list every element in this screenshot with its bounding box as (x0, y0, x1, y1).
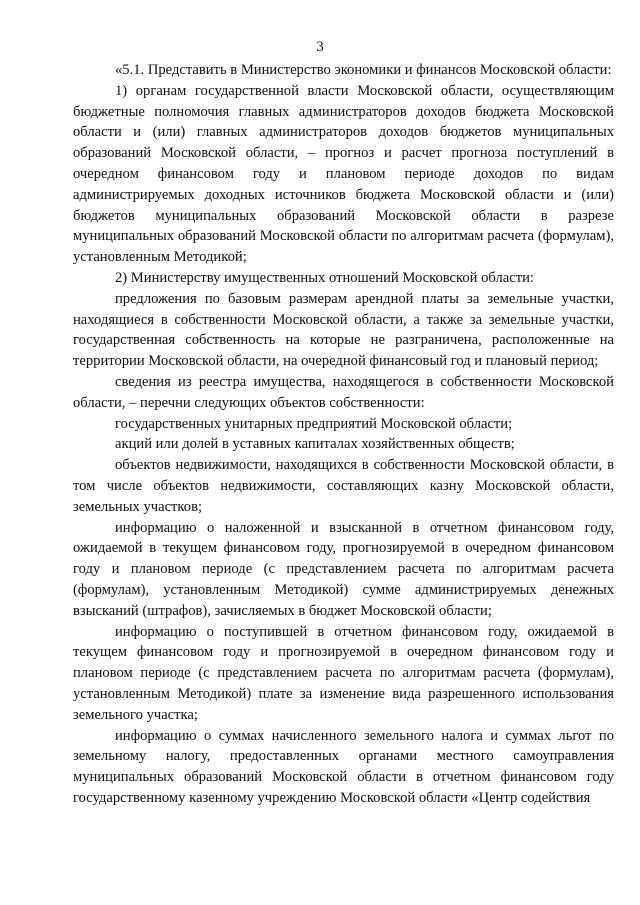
page-number: 3 (316, 39, 324, 55)
paragraph-5-1-intro: «5.1. Представить в Министерство экономики и финансов Московской области: (115, 62, 612, 78)
document-body (73, 60, 614, 809)
paragraph-rent-proposals: предложения по базовым размерам арендной платы за земельные участки, находящиеся в собственности Московской области, а также за земельные участки, государственная собственность на которые не разграничена, расположенные на территории Московской области, на очередной финансовый год и плановый период; (73, 290, 614, 370)
paragraph-registry-info: сведения из реестра имущества, находящегося в собственности Московской области, – перечни следующих объектов собственности: (73, 373, 614, 411)
paragraph-land-use-fee: информацию о поступившей в отчетном финансовом году, ожидаемой в текущем финансовом году и прогнозируемой в очередном финансовом году и плановом периоде (с представлением расчета по алгоритмам расчета (формулам), установленным Методикой) плате за изменение вида разрешенного использования земельного участка; (73, 623, 614, 723)
paragraph-real-estate: объектов недвижимости, находящихся в собственности Московской области, в том числе объектов недвижимости, составляющих казну Московской области, земельных участков; (73, 457, 614, 515)
paragraph-land-tax: информацию о суммах начисленного земельного налога и суммах льгот по земельному налогу, предоставленных органами местного самоуправления муниципальных образований Московской области в отчетном финансовом году государственному казенному учреждению Московской области «Центр содействия (73, 727, 614, 806)
paragraph-item-2: 2) Министерству имущественных отношений Московской области: (115, 269, 534, 286)
paragraph-fines-info: информацию о наложенной и взысканной в отчетном финансовом году, ожидаемой в текущем финансовом году, прогнозируемой в очередном финансовом году и плановом периоде (с представлением расчета по алгоритмам расчета (формулам), установленным Методикой) сумме администрируемых денежных взысканий (штрафов), зачисляемых в бюджет Московской области; (73, 519, 614, 619)
paragraph-shares: акций или долей в уставных капиталах хозяйственных обществ; (115, 436, 515, 453)
paragraph-item-1: 1) органам государственной власти Московской области, осуществляющим бюджетные полномочия главных администраторов доходов бюджета Московской области и (или) главных администраторов доходов бюджетов муниципальных образований Московской области, – прогноз и расчет прогноза поступлений в очередном финансовом году и плановом периоде доходов по видам администрируемых доходных источников бюджета Московской области и (или) бюджетов муниципальных образований Московской области в разрезе муниципальных образований Московской области по алгоритмам расчета (формулам), установленным Методикой; (73, 82, 614, 266)
paragraph-unitary-enterprises: государственных унитарных предприятий Московской области; (115, 415, 513, 432)
